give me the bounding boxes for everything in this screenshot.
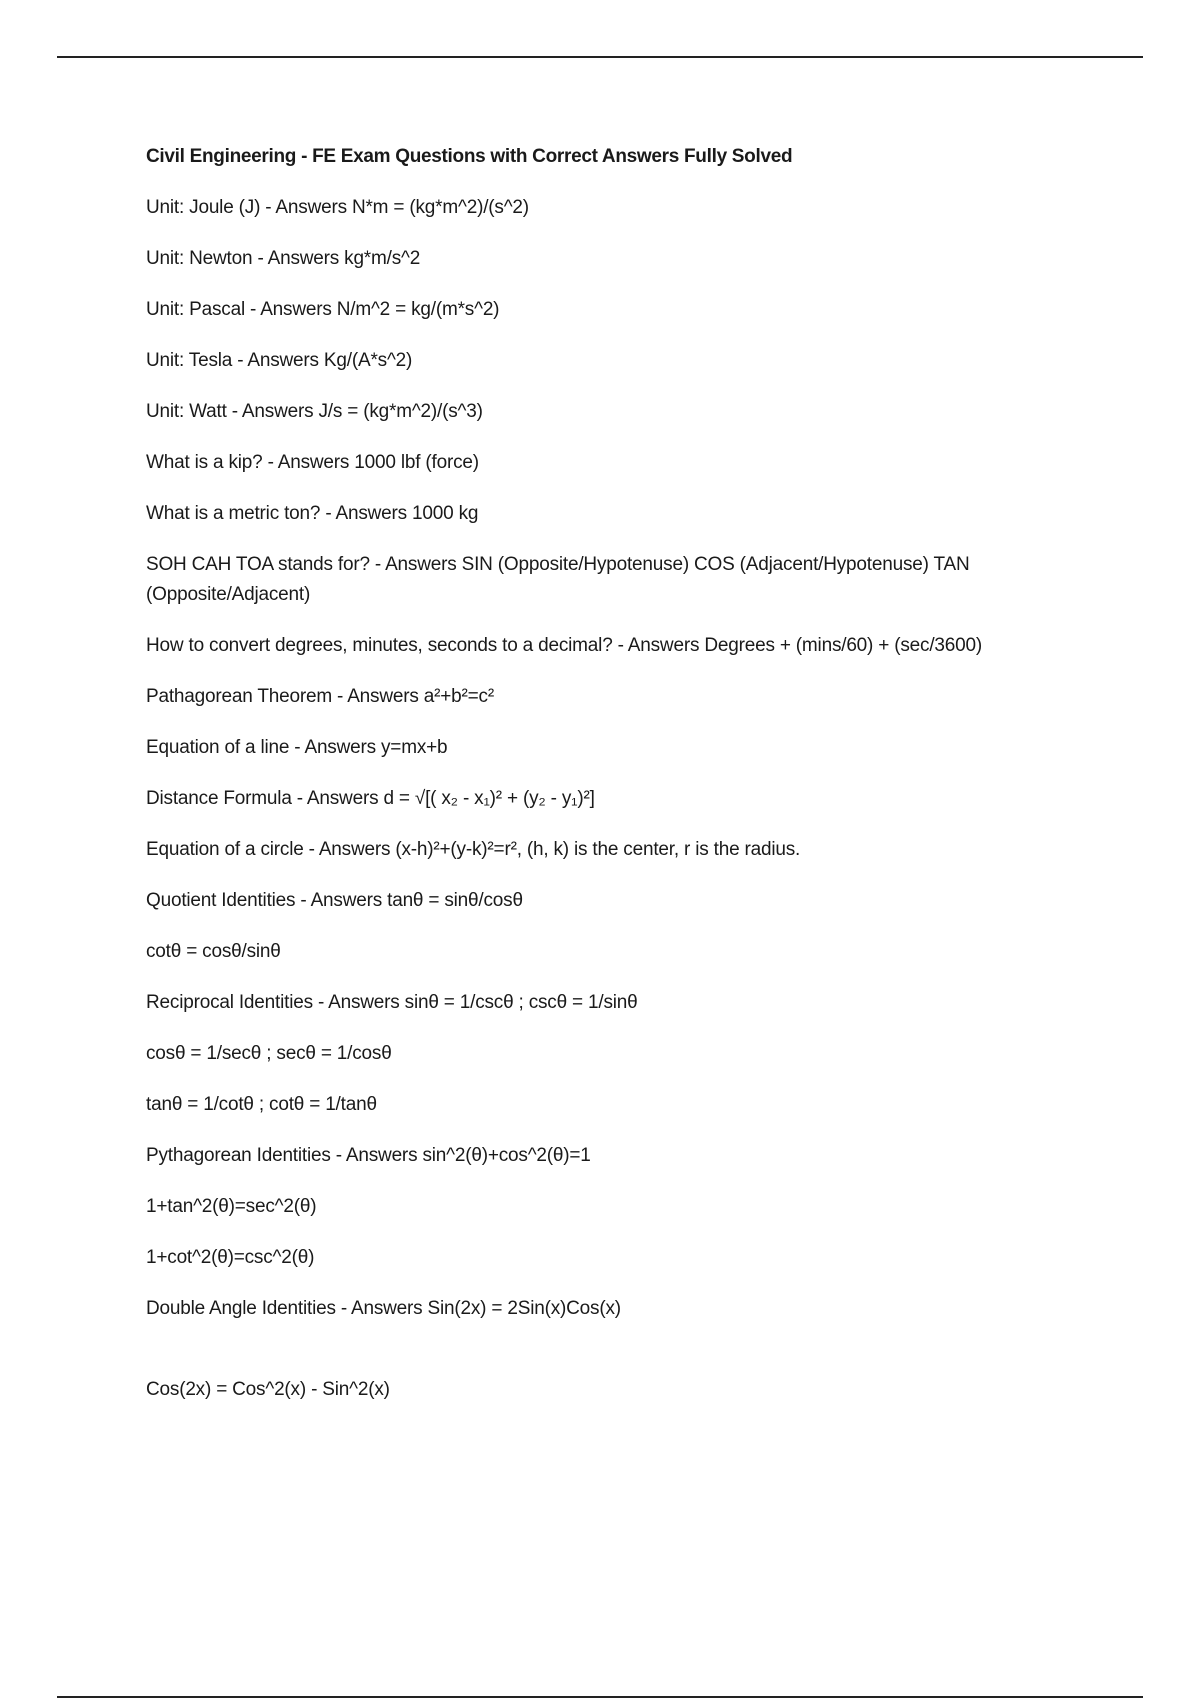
qa-pascal: Unit: Pascal - Answers N/m^2 = kg/(m*s^2) [146,299,500,320]
qa-double-angle-identities: Double Angle Identities - Answers Sin(2x) = 2Sin(x)Cos(x) [146,1298,621,1319]
footer-rule [57,1696,1143,1698]
qa-joule: Unit: Joule (J) - Answers N*m = (kg*m^2)/(s^2) [146,197,529,218]
qa-quotient-identities-cont: cotθ = cosθ/sinθ [146,941,281,962]
qa-pythagorean-identities-cont-2: 1+cot^2(θ)=csc^2(θ) [146,1247,315,1268]
qa-watt: Unit: Watt - Answers J/s = (kg*m^2)/(s^3) [146,401,483,422]
qa-tesla: Unit: Tesla - Answers Kg/(A*s^2) [146,350,413,371]
qa-double-angle-identities-cont: Cos(2x) = Cos^2(x) - Sin^2(x) [146,1379,390,1400]
qa-quotient-identities: Quotient Identities - Answers tanθ = sinθ/cosθ [146,890,523,911]
qa-reciprocal-identities: Reciprocal Identities - Answers sinθ = 1/cscθ ; cscθ = 1/sinθ [146,992,638,1013]
qa-pythagorean-identities: Pythagorean Identities - Answers sin^2(θ)+cos^2(θ)=1 [146,1145,591,1166]
qa-newton: Unit: Newton - Answers kg*m/s^2 [146,248,421,269]
qa-pythagorean-theorem: Pathagorean Theorem - Answers a²+b²=c² [146,686,494,707]
header-rule [57,56,1143,58]
qa-kip: What is a kip? - Answers 1000 lbf (force) [146,452,479,473]
qa-dms-to-decimal: How to convert degrees, minutes, seconds to a decimal? - Answers Degrees + (mins/60) + (sec/3600) [146,635,982,656]
qa-reciprocal-identities-cont-1: cosθ = 1/secθ ; secθ = 1/cosθ [146,1043,392,1064]
qa-reciprocal-identities-cont-2: tanθ = 1/cotθ ; cotθ = 1/tanθ [146,1094,377,1115]
qa-distance-formula: Distance Formula - Answers d = √[( x₂ - x₁)² + (y₂ - y₁)²] [146,788,595,809]
qa-pythagorean-identities-cont-1: 1+tan^2(θ)=sec^2(θ) [146,1196,317,1217]
qa-equation-of-circle: Equation of a circle - Answers (x-h)²+(y-k)²=r², (h, k) is the center, r is the radius. [146,839,801,860]
qa-soh-cah-toa: SOH CAH TOA stands for? - Answers SIN (Opposite/Hypotenuse) COS (Adjacent/Hypotenuse) TAN (Opposite/Adjacent) [146,554,970,605]
qa-equation-of-line: Equation of a line - Answers y=mx+b [146,737,448,758]
document-title: Civil Engineering - FE Exam Questions with Correct Answers Fully Solved [146,146,793,167]
document-body [146,142,1076,1426]
qa-metric-ton: What is a metric ton? - Answers 1000 kg [146,503,479,524]
